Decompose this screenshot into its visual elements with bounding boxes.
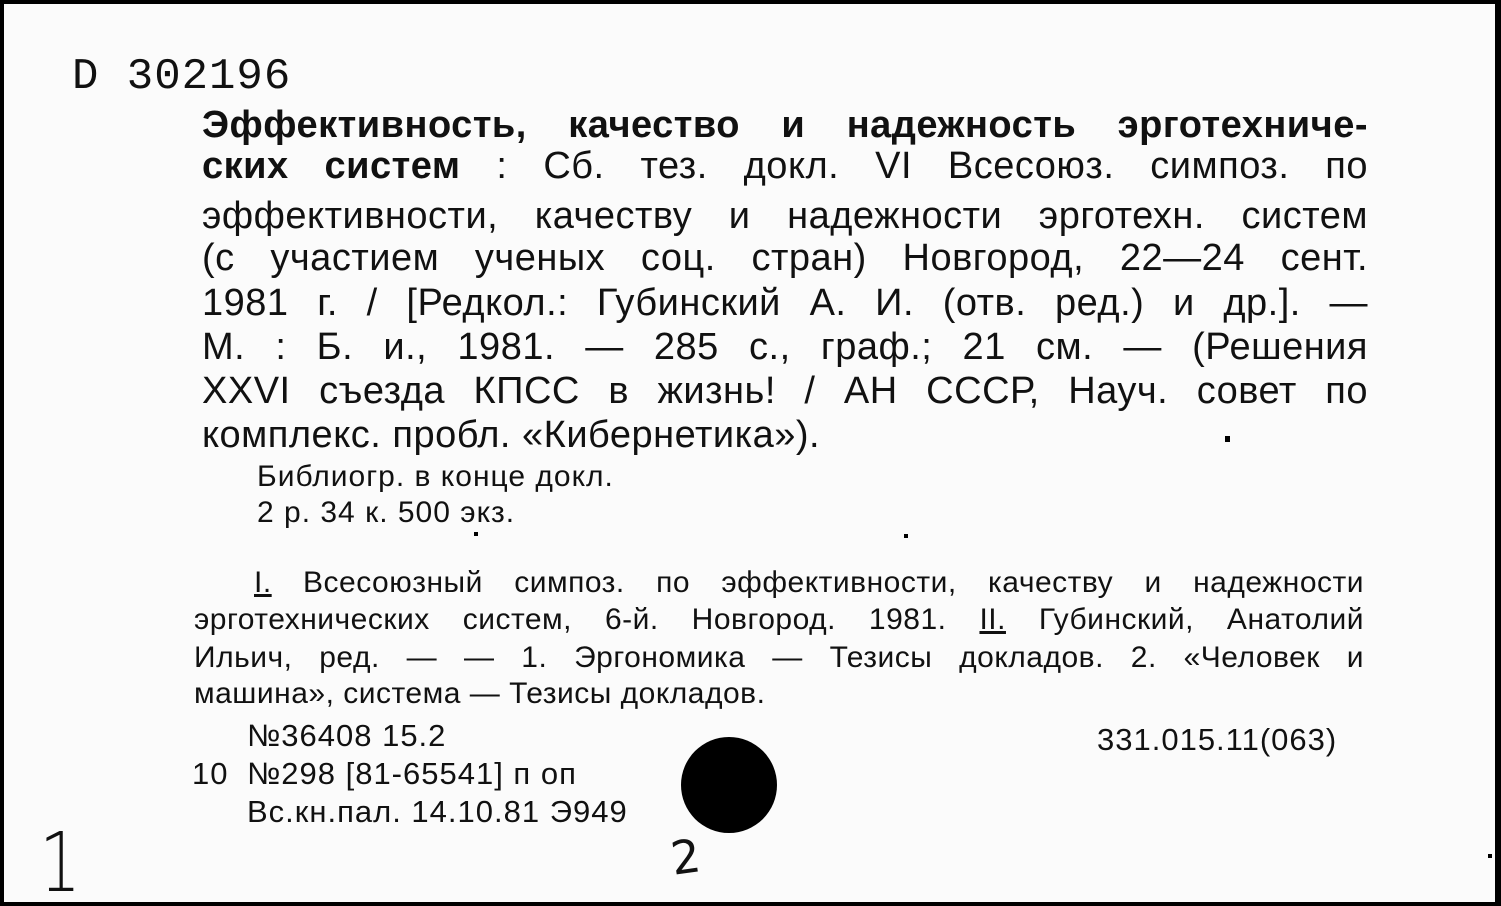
price-run-note: 2 р. 34 к. 500 экз. <box>257 496 516 529</box>
catalog-number-line-1: №36408 15.2 <box>247 718 447 753</box>
ink-speck <box>904 534 908 538</box>
tracing-line-4: машина», система — Тезисы докладов. <box>194 677 766 710</box>
punch-hole <box>681 737 777 833</box>
classification-code: 331.015.11(063) <box>1097 722 1338 757</box>
ink-speck <box>474 532 478 536</box>
handwritten-mark-bottom: 2 <box>667 828 704 886</box>
description-line-4: (с участием ученых соц. стран) Новгород, 22—24 сент. <box>202 237 1368 279</box>
handwritten-mark-left: 1 <box>39 816 81 906</box>
description-line-7: XXVI съезда КПСС в жизнь! / АН СССР, Науч. совет по <box>202 370 1368 412</box>
ink-speck <box>1488 854 1492 858</box>
catalog-number-line-2: №298 [81-65541] п оп <box>247 756 577 791</box>
tracing-number-1: I. <box>254 566 272 599</box>
tracing-text-1: Всесоюзный симпоз. по эффективности, качеству и надежности <box>303 566 1365 599</box>
description-line-3: эффективности, качеству и надежности эрготехн. систем <box>202 195 1368 237</box>
catalog-number-line-3: Вс.кн.пал. 14.10.81 Э949 <box>247 794 628 829</box>
tracing-text-2a: эрготехнических систем, 6-й. Новгород. 1981. <box>194 603 947 636</box>
description-line-8: комплекс. пробл. «Кибернетика»). <box>202 414 821 456</box>
tracing-number-2: II. <box>979 603 1006 636</box>
title-bold-part-2: ских систем <box>202 145 461 187</box>
description-line-5: 1981 г. / [Редкол.: Губинский А. И. (отв. ред.) и др.]. — <box>202 282 1368 324</box>
tracing-line-2 <box>194 603 1364 637</box>
description-line-6: М. : Б. и., 1981. — 285 с., граф.; 21 см. — (Решения <box>202 326 1368 368</box>
description-text-2: : Сб. тез. докл. VI Всесоюз. симпоз. по <box>496 145 1369 187</box>
ink-speck <box>1225 436 1230 442</box>
tracing-line-1 <box>194 566 1364 600</box>
bibliography-note: Библиогр. в конце докл. <box>257 460 614 493</box>
catalog-number-line-2-prefix: 10 <box>192 756 229 791</box>
title-bold-part-1: Эффективность, качество и надежность эрготехниче- <box>202 104 1368 146</box>
title-line-1 <box>202 104 1368 147</box>
tracing-text-2b: Губинский, Анатолий <box>1038 603 1364 636</box>
title-line-2 <box>202 145 1368 188</box>
shelf-mark: D 302196 <box>72 52 292 102</box>
tracing-line-3: Ильич, ред. — — 1. Эргономика — Тезисы докладов. 2. «Человек и <box>194 641 1364 674</box>
